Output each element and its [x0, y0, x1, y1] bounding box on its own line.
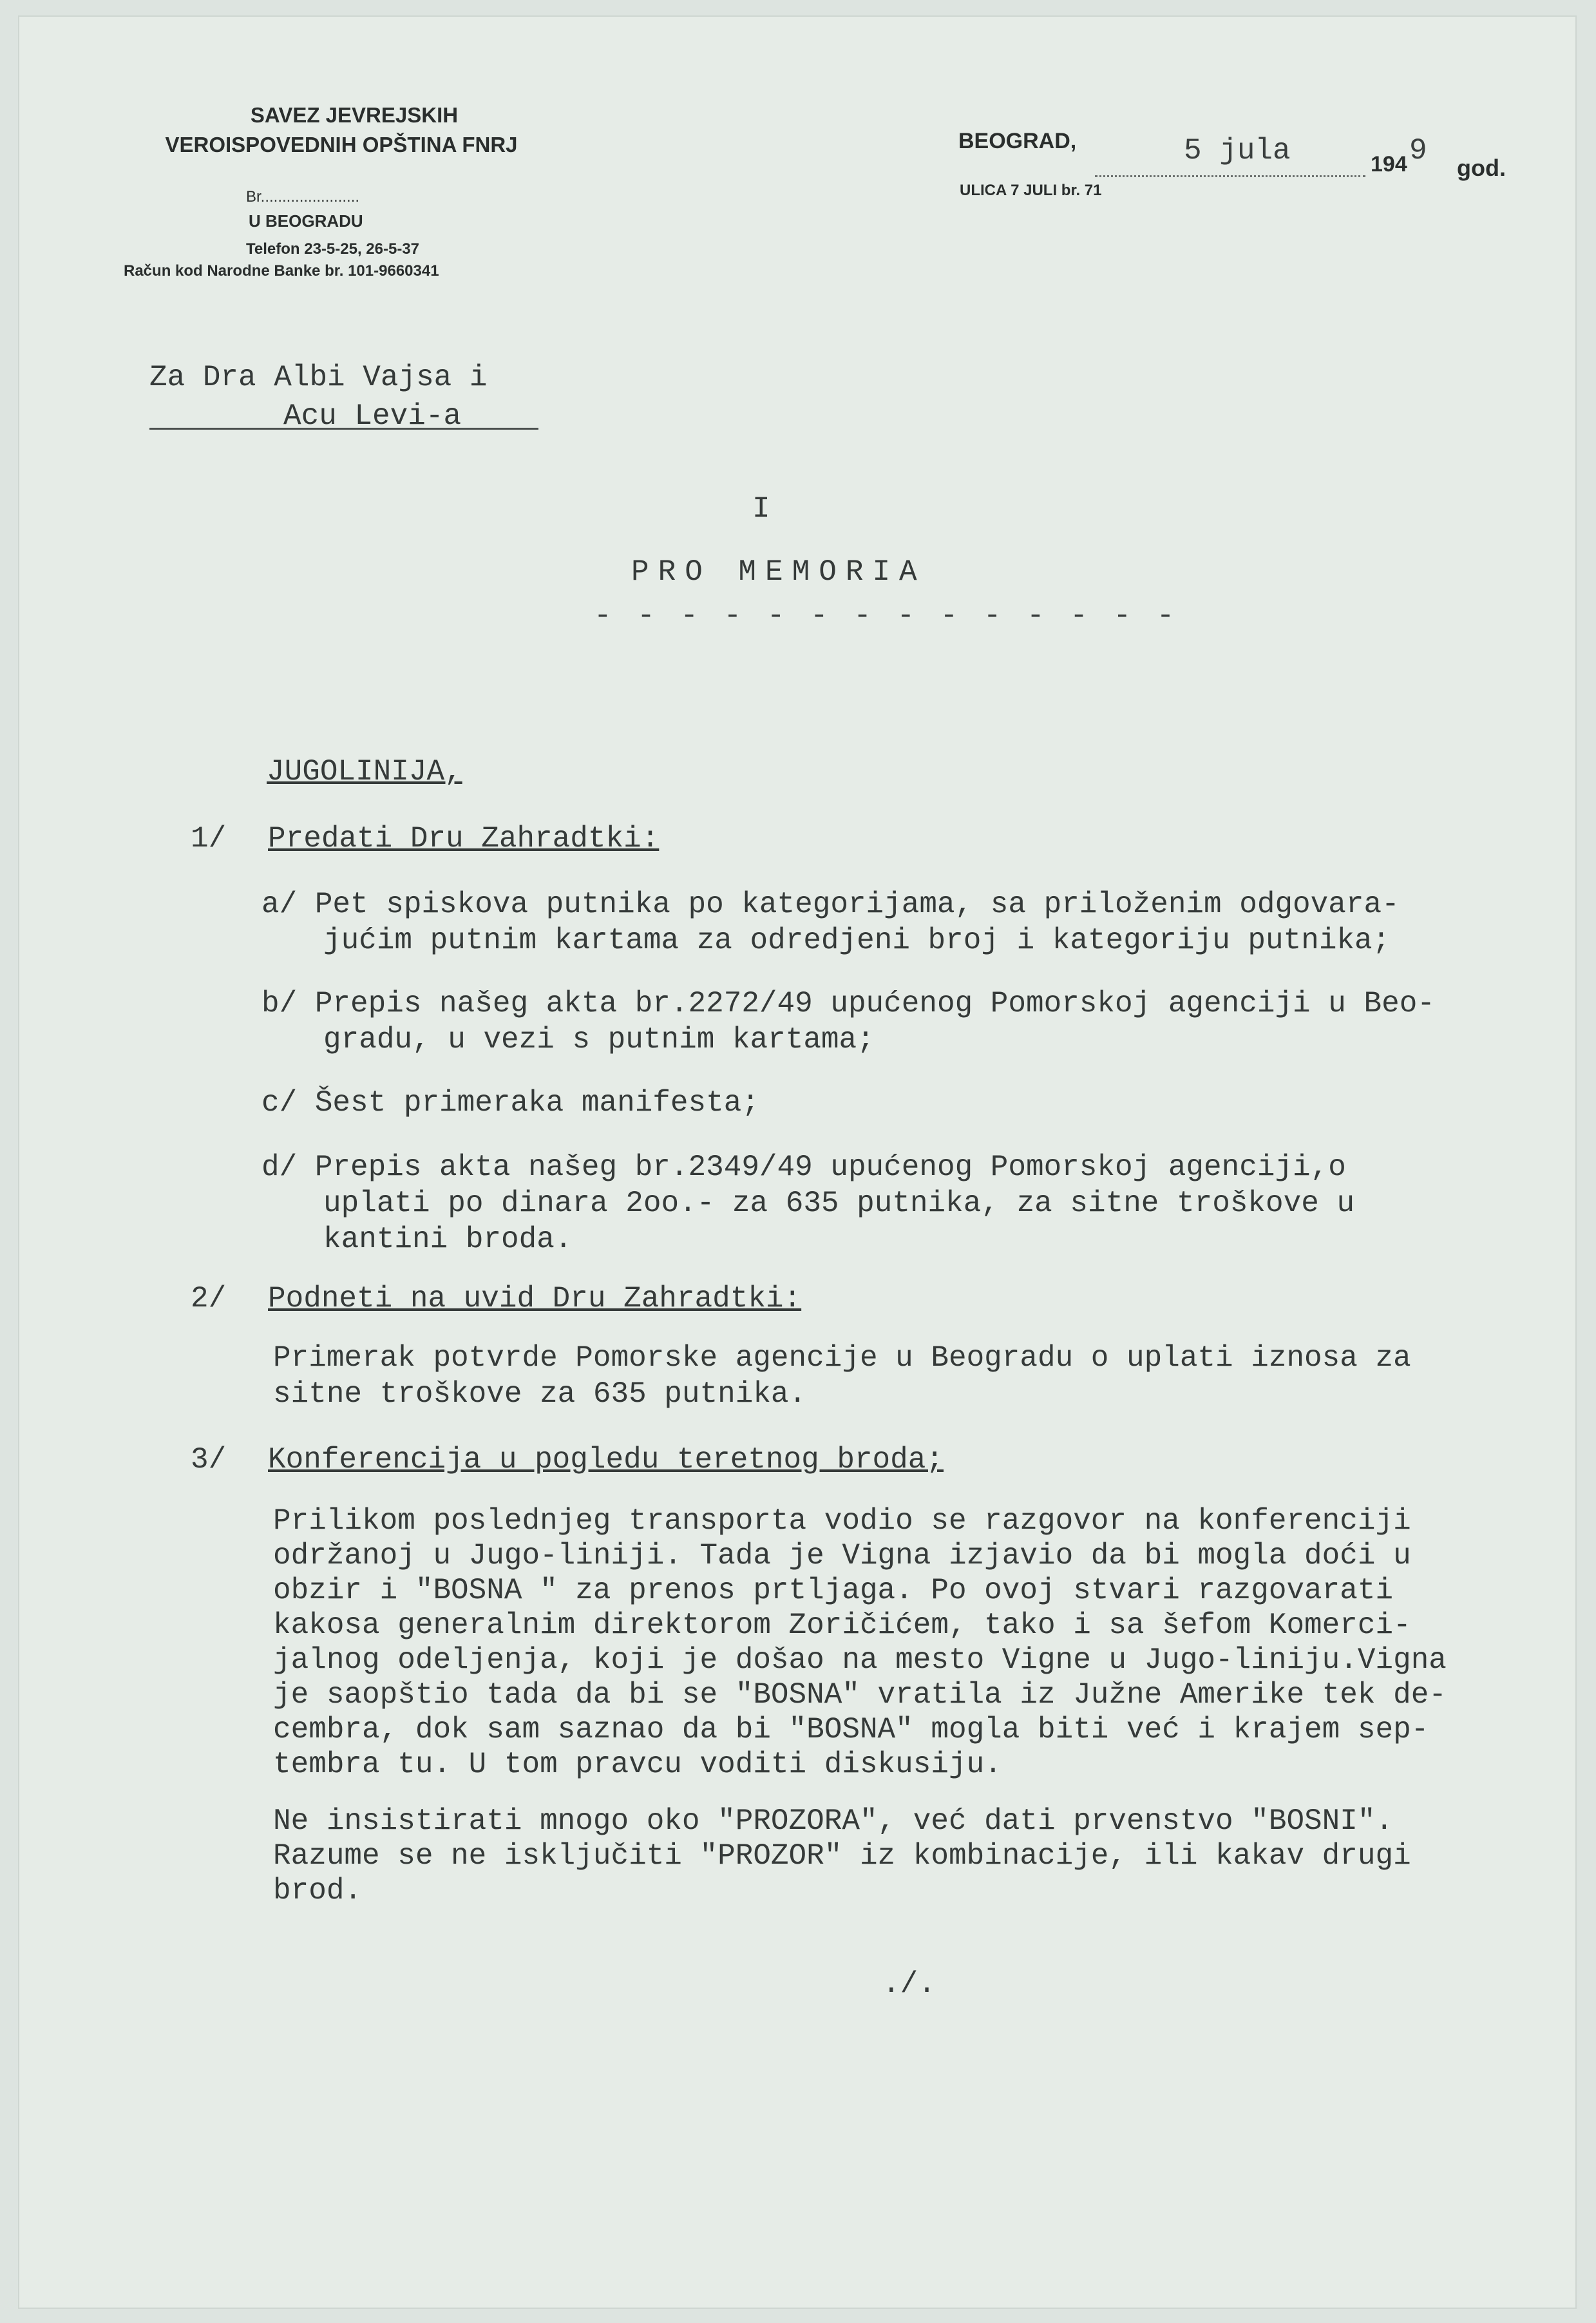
item-a-line1: a/ Pet spiskova putnika po kategorijama, sa priloženim odgovara-	[261, 888, 1400, 921]
section-3-p1-line1: Prilikom poslednjeg transporta vodio se razgovor na konferenciji	[273, 1504, 1411, 1538]
section-3-p1-line6: je saopštio tada da bi se "BOSNA" vratila iz Južne Amerike tek de-	[273, 1678, 1447, 1712]
item-d-line1: d/ Prepis akta našeg br.2349/49 upućenog Pomorskoj agenciji,o	[261, 1151, 1346, 1184]
org-name-line2: VEROISPOVEDNIH OPŠTINA FNRJ	[165, 133, 518, 157]
year-digit: 9	[1409, 134, 1427, 167]
title-underline: - - - - - - - - - - - - - -	[594, 599, 1179, 633]
recipient-rule	[149, 428, 538, 430]
section-2-paragraph	[273, 1340, 1411, 1412]
item-d	[261, 1149, 1354, 1257]
section-2-line2: sitne troškove za 635 putnika.	[273, 1377, 807, 1411]
section-1-number: 1/	[191, 822, 227, 856]
letterhead-account: Račun kod Narodne Banke br. 101-9660341	[124, 262, 439, 280]
section-heading: JUGOLINIJA,	[267, 755, 462, 789]
section-3-p1-line7: cembra, dok sam saznao da bi "BOSNA" mogla biti već i krajem sep-	[273, 1713, 1429, 1746]
section-2-number: 2/	[191, 1282, 227, 1315]
section-3-paragraph-2	[273, 1804, 1411, 1908]
letterhead	[97, 103, 586, 280]
letterhead-telephone: Telefon 23-5-25, 26-5-37	[246, 240, 420, 258]
section-3-p1-line8: tembra tu. U tom pravcu voditi diskusiju.	[273, 1748, 1002, 1781]
item-a-line2: jućim putnim kartama za odredjeni broj i kategoriju putnika;	[323, 924, 1391, 957]
item-d-line3: kantini broda.	[323, 1223, 573, 1256]
address: ULICA 7 JULI br. 71	[960, 182, 1102, 199]
item-b-line1: b/ Prepis našeg akta br.2272/49 upućenog Pomorskoj agenciji u Beo-	[261, 987, 1435, 1020]
section-3-title-wrap	[268, 1443, 944, 1477]
section-3-title: Konferencija u pogledu teretnog broda;	[268, 1443, 944, 1477]
continuation-mark: ./.	[882, 1967, 936, 2001]
date-dotted-line	[1095, 175, 1365, 177]
section-3-p1-line3: obzir i "BOSNA " za prenos prtljaga. Po ovoj stvari razgovarati	[273, 1574, 1394, 1607]
place-label: BEOGRAD,	[958, 129, 1077, 153]
year-prefix: 194	[1371, 152, 1407, 177]
item-c	[261, 1085, 759, 1121]
section-3-p2-line3: brod.	[273, 1874, 363, 1907]
section-1-title-wrap	[268, 822, 659, 856]
section-3-p1-line5: jalnog odeljenja, koji je došao na mesto Vigne u Jugo-liniju.Vigna	[273, 1643, 1447, 1677]
section-1-title: Predati Dru Zahradtki:	[268, 822, 660, 856]
item-a	[261, 886, 1400, 959]
item-b	[261, 986, 1435, 1058]
section-3-paragraph-1	[273, 1504, 1447, 1782]
document-title: PRO MEMORIA	[631, 555, 926, 589]
reference-number: Br.......................	[246, 188, 360, 206]
item-c-line1: c/ Šest primeraka manifesta;	[261, 1086, 759, 1120]
section-3-number: 3/	[191, 1443, 227, 1477]
section-2-line1: Primerak potvrde Pomorske agencije u Beogradu o uplati iznosa za	[273, 1341, 1411, 1375]
section-2-title-wrap	[268, 1282, 801, 1315]
recipient-line2: Acu Levi-a	[283, 399, 462, 433]
section-3-p1-line2: održanoj u Jugo-liniji. Tada je Vigna izjavio da bi mogla doći u	[273, 1539, 1411, 1573]
item-d-line2: uplati po dinara 2oo.- za 635 putnika, za sitne troškove u	[323, 1187, 1355, 1220]
date-day: 5 jula	[1184, 134, 1291, 167]
section-3-p2-line2: Razume se ne isključiti "PROZOR" iz kombinacije, ili kakav drugi	[273, 1839, 1411, 1873]
recipient-line1: Za Dra Albi Vajsa i	[149, 361, 488, 394]
section-2-title: Podneti na uvid Dru Zahradtki:	[268, 1282, 802, 1315]
letterhead-city: U BEOGRADU	[249, 211, 363, 231]
section-3-p1-line4: kakosa generalnim direktorom Zoričićem, tako i sa šefom Komerci-	[273, 1609, 1411, 1642]
section-3-p2-line1: Ne insistirati mnogo oko "PROZORA", već dati prvenstvo "BOSNI".	[273, 1804, 1394, 1838]
year-suffix: god.	[1457, 155, 1506, 181]
section-roman-numeral: I	[752, 492, 770, 526]
org-name-line1: SAVEZ JEVREJSKIH	[250, 103, 459, 127]
recipient	[149, 358, 488, 435]
item-b-line2: gradu, u vezi s putnim kartama;	[323, 1023, 875, 1056]
